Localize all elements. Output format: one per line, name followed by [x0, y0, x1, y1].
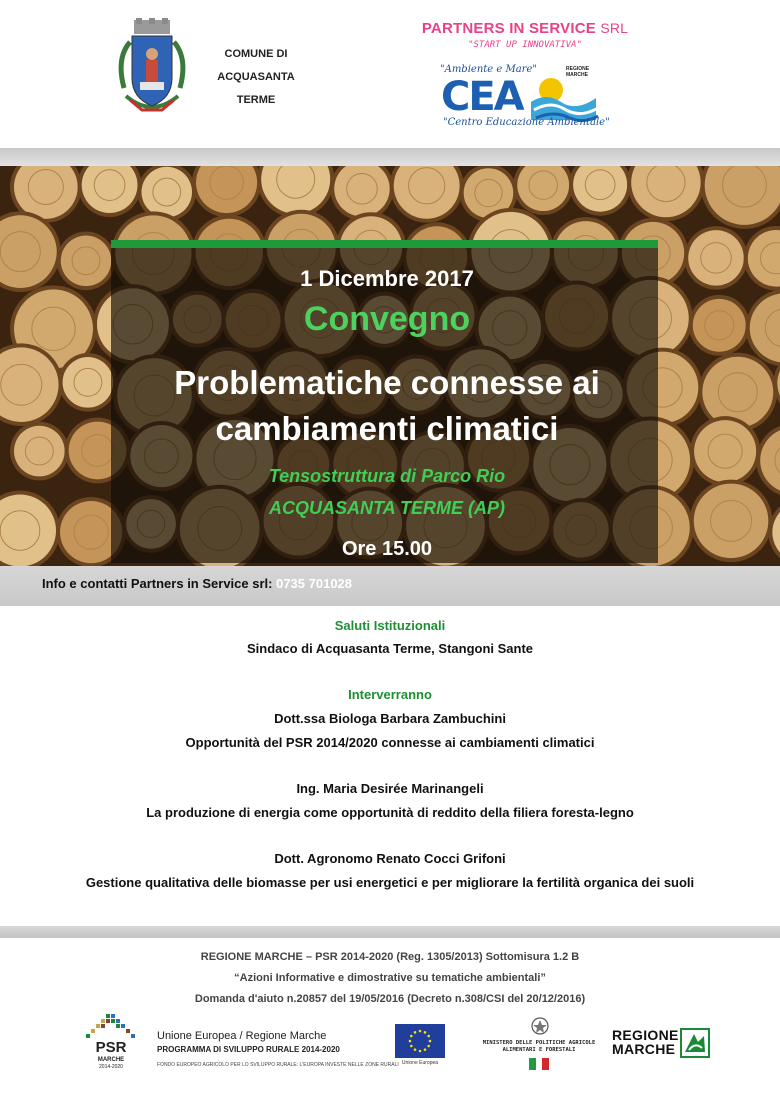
- psr-logo-region: MARCHE: [97, 1057, 125, 1063]
- log-end: [689, 295, 750, 356]
- talk-topic: Gestione qualitativa delle biomasse per usi energetici e per migliorare la fertilità organica dei suoli: [85, 875, 695, 890]
- psr-mosaic-cell: [111, 1014, 115, 1018]
- psr-subtitle: PROGRAMMA DI SVILUPPO RURALE 2014-2020: [157, 1045, 340, 1054]
- eu-star: [419, 1050, 422, 1053]
- partners-suffix: SRL: [600, 20, 629, 36]
- funding-line: REGIONE MARCHE – PSR 2014-2020 (Reg. 1305/2013) Sottomisura 1.2 B: [200, 951, 580, 963]
- psr-mosaic-cell: [131, 1034, 135, 1038]
- psr-mosaic-cell: [116, 1019, 120, 1023]
- program-section: [0, 606, 780, 932]
- cea-bottom-text: "Centro Educazione Ambientale": [443, 117, 610, 128]
- talk-speaker: Dott.ssa Biologa Barbara Zambuchini: [274, 711, 506, 726]
- psr-mosaic-cell: [116, 1024, 120, 1028]
- psr-mosaic-cell: [111, 1019, 115, 1023]
- event-date: 1 Dicembre 2017: [300, 266, 474, 291]
- regione-marche-logo: REGIONE MARCHE: [612, 1027, 679, 1057]
- panel-accent-bar: [111, 240, 658, 248]
- saluti-heading: Saluti Istituzionali: [334, 618, 446, 633]
- funding-line: Domanda d'aiuto n.20857 del 19/05/2016 (Decreto n.308/CSI del 20/12/2016): [194, 993, 586, 1005]
- psr-title: Unione Europea / Regione Marche: [157, 1030, 327, 1042]
- grey-band: [0, 148, 780, 166]
- header: [0, 0, 780, 148]
- psr-fine-print: FONDO EUROPEO AGRICOLO PER LO SVILUPPO RURALE: L'EUROPA INVESTE NELLE ZONE RURALI: [157, 1062, 399, 1068]
- partners-in-service-logo: [420, 20, 630, 37]
- talk-speaker: Dott. Agronomo Renato Cocci Grifoni: [274, 851, 506, 866]
- regione-marche-emblem-icon: [680, 1028, 710, 1058]
- eu-star: [427, 1045, 430, 1048]
- psr-mosaic-cell: [86, 1034, 90, 1038]
- sponsor-logos: [0, 1010, 780, 1102]
- mipaaf-name: MINISTERO DELLE POLITICHE AGRICOLE ALIMENTARI E FORESTALI: [482, 1040, 596, 1053]
- log-end: [690, 416, 760, 486]
- psr-mosaic-cell: [106, 1019, 110, 1023]
- eu-star: [424, 1031, 427, 1034]
- event-title: [111, 360, 663, 452]
- partners-tagline: "START UP INNOVATIVA": [468, 40, 582, 50]
- event-type: Convegno: [303, 300, 471, 338]
- log-end: [59, 353, 118, 412]
- log-end: [684, 226, 748, 290]
- partners-name: PARTNERS IN SERVICE: [421, 20, 596, 37]
- comune-name: COMUNE DI ACQUASANTA TERME: [217, 48, 295, 106]
- event-title-line: cambiamenti climatici: [215, 410, 559, 447]
- hero-section: [0, 148, 780, 606]
- funding-line: “Azioni Informative e dimostrative su tematiche ambientali”: [234, 972, 546, 984]
- eu-star: [409, 1040, 412, 1043]
- psr-mosaic-cell: [106, 1014, 110, 1018]
- psr-logo-word: PSR: [95, 1039, 127, 1056]
- italy-flag-icon: [529, 1058, 549, 1070]
- contact-info: [42, 576, 352, 591]
- eu-star: [429, 1040, 432, 1043]
- comune-crest-icon: [114, 18, 190, 122]
- psr-mosaic-cell: [126, 1029, 130, 1033]
- saluti-speaker: Sindaco di Acquasanta Terme, Stangoni Sante: [246, 641, 534, 656]
- log-end: [57, 232, 116, 291]
- psr-mosaic-cell: [91, 1029, 95, 1033]
- eu-flag-icon: [395, 1024, 445, 1058]
- event-title-line: Problematiche connesse ai: [174, 364, 600, 401]
- cea-word: CEA: [441, 74, 523, 120]
- contact-phone[interactable]: 0735 701028: [276, 576, 353, 591]
- eu-caption: Unione Europea: [401, 1060, 439, 1066]
- regione-mini-logo: REGIONE MARCHE: [566, 66, 590, 78]
- eu-star: [410, 1045, 413, 1048]
- psr-mosaic-cell: [96, 1024, 100, 1028]
- contact-label: Info e contatti Partners in Service srl:: [42, 576, 273, 591]
- eu-star: [414, 1048, 417, 1051]
- venue-name: Tensostruttura di Parco Rio: [268, 466, 506, 486]
- talk-topic: La produzione di energia come opportunità di reddito della filiera foresta-legno: [146, 805, 634, 820]
- footer-grey-band: [0, 926, 780, 938]
- psr-mosaic-cell: [101, 1019, 105, 1023]
- talk-speaker: Ing. Maria Desirée Marinangeli: [296, 781, 484, 796]
- psr-mosaic-cell: [121, 1024, 125, 1028]
- eu-star: [410, 1035, 413, 1038]
- event-time: Ore 15.00: [341, 538, 433, 560]
- talk-topic: Opportunità del PSR 2014/2020 connesse ai cambiamenti climatici: [185, 735, 595, 750]
- eu-star: [427, 1035, 430, 1038]
- log-end: [690, 480, 773, 563]
- interventi-heading: Interverranno: [348, 687, 432, 702]
- cea-top-text: "Ambiente e Mare": [440, 64, 537, 75]
- eu-star: [419, 1030, 422, 1033]
- venue-town: ACQUASANTA TERME (AP): [269, 498, 505, 518]
- eu-star: [414, 1031, 417, 1034]
- log-end: [10, 422, 69, 481]
- psr-marche-logo-icon: [76, 1012, 146, 1082]
- psr-mosaic-cell: [101, 1024, 105, 1028]
- eu-star: [424, 1048, 427, 1051]
- psr-logo-years: 2014-2020: [99, 1064, 123, 1070]
